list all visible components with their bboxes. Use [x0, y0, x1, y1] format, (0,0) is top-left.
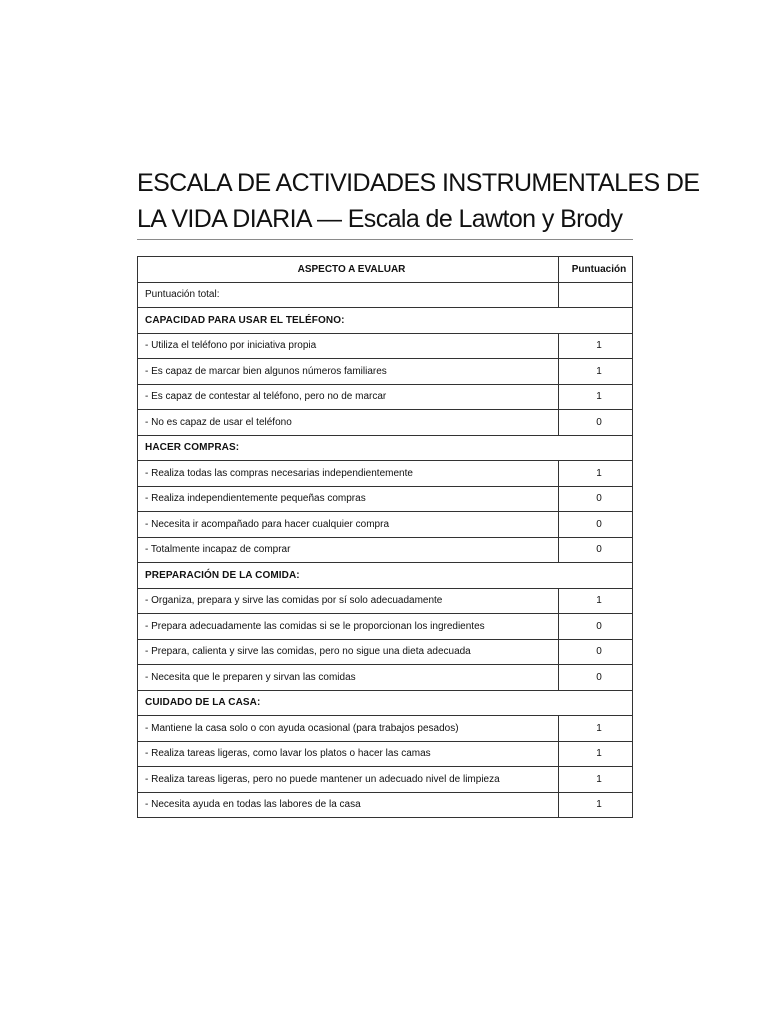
section-title: HACER COMPRAS: — [138, 435, 633, 461]
item-text: - Necesita que le preparen y sirvan las comidas — [138, 665, 559, 691]
section-title: PREPARACIÓN DE LA COMIDA: — [138, 563, 633, 589]
section-row — [138, 690, 633, 716]
item-text: - Utiliza el teléfono por iniciativa propia — [138, 333, 559, 359]
total-row — [138, 282, 633, 308]
item-score: 1 — [559, 588, 633, 614]
total-value[interactable] — [559, 282, 633, 308]
title-line-1: ESCALA DE ACTIVIDADES INSTRUMENTALES DE — [137, 169, 700, 197]
item-text: - No es capaz de usar el teléfono — [138, 410, 559, 436]
total-label: Puntuación total: — [138, 282, 559, 308]
item-score: 0 — [559, 639, 633, 665]
table-row — [138, 512, 633, 538]
table-row — [138, 359, 633, 385]
section-row — [138, 563, 633, 589]
title-line-2 — [137, 201, 633, 237]
table-row — [138, 486, 633, 512]
table-row — [138, 792, 633, 818]
item-text: - Prepara adecuadamente las comidas si se le proporcionan los ingredientes — [138, 614, 559, 640]
title-subtitle: — Escala de Lawton y Brody — [310, 205, 623, 233]
table-row — [138, 461, 633, 487]
table-row — [138, 639, 633, 665]
item-score: 1 — [559, 461, 633, 487]
item-score: 1 — [559, 359, 633, 385]
title-underline — [137, 239, 633, 240]
item-score: 1 — [559, 716, 633, 742]
item-score: 1 — [559, 333, 633, 359]
table-row — [138, 333, 633, 359]
item-score: 1 — [559, 384, 633, 410]
item-text: - Necesita ir acompañado para hacer cualquier compra — [138, 512, 559, 538]
item-score: 0 — [559, 512, 633, 538]
item-text: - Necesita ayuda en todas las labores de la casa — [138, 792, 559, 818]
item-text: - Realiza tareas ligeras, como lavar los platos o hacer las camas — [138, 741, 559, 767]
item-text: - Es capaz de contestar al teléfono, pero no de marcar — [138, 384, 559, 410]
item-score: 1 — [559, 741, 633, 767]
item-text: - Realiza todas las compras necesarias independientemente — [138, 461, 559, 487]
header-aspect: ASPECTO A EVALUAR — [138, 257, 559, 283]
section-title: CUIDADO DE LA CASA: — [138, 690, 633, 716]
section-row — [138, 435, 633, 461]
section-title: CAPACIDAD PARA USAR EL TELÉFONO: — [138, 308, 633, 334]
table-body — [138, 282, 633, 818]
item-score: 1 — [559, 792, 633, 818]
table-row — [138, 588, 633, 614]
header-score: Puntuación — [559, 257, 633, 283]
item-score: 0 — [559, 486, 633, 512]
table-row — [138, 537, 633, 563]
item-text: - Mantiene la casa solo o con ayuda ocasional (para trabajos pesados) — [138, 716, 559, 742]
item-score: 1 — [559, 767, 633, 793]
document-title — [137, 165, 700, 237]
table-row — [138, 665, 633, 691]
item-text: - Totalmente incapaz de comprar — [138, 537, 559, 563]
table-row — [138, 716, 633, 742]
item-text: - Prepara, calienta y sirve las comidas, pero no sigue una dieta adecuada — [138, 639, 559, 665]
item-score: 0 — [559, 665, 633, 691]
title-main: LA VIDA DIARIA — [137, 205, 311, 233]
table-row — [138, 767, 633, 793]
item-score: 0 — [559, 537, 633, 563]
table-row — [138, 384, 633, 410]
table-row — [138, 614, 633, 640]
table-header-row — [138, 257, 633, 283]
table-row — [138, 741, 633, 767]
table-row — [138, 410, 633, 436]
item-score: 0 — [559, 614, 633, 640]
item-text: - Es capaz de marcar bien algunos números familiares — [138, 359, 559, 385]
section-row — [138, 308, 633, 334]
item-text: - Realiza tareas ligeras, pero no puede mantener un adecuado nivel de limpieza — [138, 767, 559, 793]
evaluation-table — [137, 256, 633, 818]
item-text: - Organiza, prepara y sirve las comidas por sí solo adecuadamente — [138, 588, 559, 614]
item-score: 0 — [559, 410, 633, 436]
item-text: - Realiza independientemente pequeñas compras — [138, 486, 559, 512]
